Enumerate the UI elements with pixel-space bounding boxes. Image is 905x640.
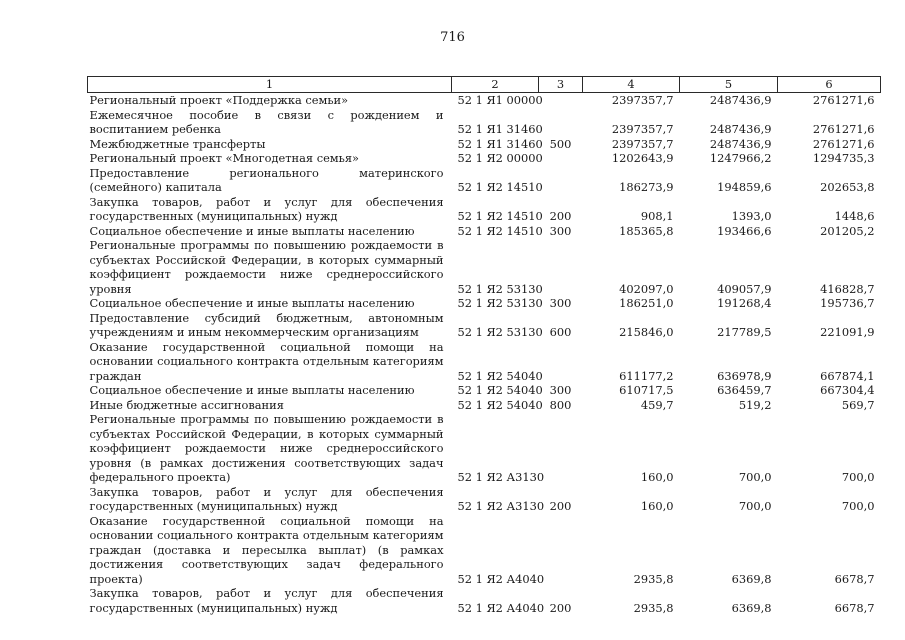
header-col-2: 2 (452, 77, 539, 93)
table-row (88, 238, 881, 296)
row-expense-type: 600 (549, 325, 572, 339)
row-code: 52 1 Я1 31460 (457, 122, 543, 136)
header-col-1: 1 (88, 77, 452, 93)
row-value-year-1: 1202643,9 (611, 151, 674, 165)
row-value-year-3: 416828,7 (820, 281, 875, 296)
row-value-year-3: 2761271,6 (812, 93, 875, 107)
row-expense-type: 200 (549, 499, 572, 513)
row-value-year-2: 193466,6 (717, 223, 772, 238)
row-expense-type: 200 (549, 600, 572, 615)
row-value-year-2: 1247966,2 (709, 151, 772, 165)
row-value-year-3: 1294735,3 (812, 151, 875, 165)
row-value-year-3: 700,0 (841, 499, 875, 513)
table-row (88, 311, 881, 340)
header-col-4: 4 (583, 77, 680, 93)
row-value-year-2: 2487436,9 (709, 136, 772, 151)
row-value-year-1: 459,7 (640, 397, 674, 412)
row-value-year-2: 6369,8 (731, 600, 772, 615)
row-expense-type (539, 93, 583, 108)
row-name: Закупка товаров, работ и услуг для обеспечения государственных (муниципальных) нужд (89, 586, 444, 615)
row-code: 52 1 Я2 14510 (457, 223, 543, 238)
table-header-row (88, 77, 881, 93)
row-name: Социальное обеспечение и иные выплаты населению (89, 296, 415, 310)
row-expense-type (539, 514, 583, 587)
row-code: 52 1 Я2 53130 (457, 281, 543, 296)
row-name: Социальное обеспечение и иные выплаты населению (89, 383, 415, 397)
row-expense-type (539, 238, 583, 296)
row-value-year-1: 2935,8 (633, 571, 674, 586)
table-row (88, 166, 881, 195)
row-code: 52 1 Я2 А3130 (457, 499, 545, 513)
row-code: 52 1 Я1 31460 (457, 136, 543, 151)
row-name: Региональный проект «Поддержка семьи» (89, 93, 349, 107)
row-expense-type: 800 (549, 397, 572, 412)
row-code: 52 1 Я2 00000 (457, 151, 543, 165)
row-expense-type: 300 (549, 223, 572, 238)
row-name: Иные бюджетные ассигнования (89, 397, 284, 412)
row-value-year-2: 700,0 (738, 470, 772, 484)
row-name: Закупка товаров, работ и услуг для обеспечения государственных (муниципальных) нужд (89, 194, 444, 223)
table-row (88, 108, 881, 137)
row-expense-type: 200 (549, 209, 572, 223)
table-row (88, 137, 881, 152)
row-value-year-2: 636978,9 (717, 368, 772, 383)
row-value-year-3: 6678,7 (834, 600, 875, 615)
row-value-year-2: 519,2 (738, 397, 772, 412)
row-value-year-1: 2397357,7 (611, 136, 674, 151)
row-value-year-3: 221091,9 (820, 325, 875, 339)
table-row (88, 485, 881, 514)
row-value-year-3: 195736,7 (820, 296, 875, 310)
row-value-year-1: 611177,2 (619, 368, 674, 383)
row-value-year-3: 2761271,6 (812, 122, 875, 136)
row-value-year-2: 2487436,9 (709, 93, 772, 107)
row-value-year-3: 202653,8 (820, 180, 875, 194)
table-row (88, 412, 881, 485)
row-value-year-3: 201205,2 (820, 223, 875, 238)
row-value-year-2: 700,0 (738, 499, 772, 513)
table-row (88, 398, 881, 413)
row-value-year-1: 908,1 (640, 209, 674, 223)
row-value-year-1: 2397357,7 (611, 122, 674, 136)
row-value-year-2: 1393,0 (731, 209, 772, 223)
row-code: 52 1 Я2 14510 (457, 180, 543, 194)
row-value-year-1: 215846,0 (619, 325, 674, 339)
row-code: 52 1 Я2 14510 (457, 209, 543, 223)
row-value-year-2: 191268,4 (717, 296, 772, 310)
header-col-5: 5 (680, 77, 778, 93)
row-name: Региональный проект «Многодетная семья» (89, 151, 360, 165)
row-code: 52 1 Я2 54040 (457, 397, 543, 412)
row-code: 52 1 Я2 53130 (457, 325, 543, 339)
row-code: 52 1 Я2 А4040 (457, 571, 545, 586)
row-code: 52 1 Я2 А3130 (457, 470, 545, 484)
table-row (88, 586, 881, 615)
row-value-year-1: 186273,9 (619, 180, 674, 194)
table-row (88, 151, 881, 166)
row-code: 52 1 Я2 54040 (457, 368, 543, 383)
row-value-year-3: 6678,7 (834, 571, 875, 586)
row-code: 52 1 Я1 00000 (457, 93, 543, 107)
header-col-6: 6 (778, 77, 881, 93)
row-value-year-3: 700,0 (841, 470, 875, 484)
row-name: Межбюджетные трансферты (89, 136, 266, 151)
row-expense-type (539, 166, 583, 195)
row-value-year-2: 6369,8 (731, 571, 772, 586)
row-expense-type: 300 (549, 383, 572, 397)
row-name: Региональные программы по повышению рождаемости в субъектах Российской Федерации, в которых суммарный коэффициент рождаемости ниже среднероссийского уровня (89, 238, 444, 296)
table-row (88, 383, 881, 398)
row-name: Ежемесячное пособие в связи с рождением и воспитанием ребенка (89, 107, 444, 136)
row-expense-type (539, 151, 583, 166)
row-name: Оказание государственной социальной помощи на основании социального контракта отдельным категориям граждан (89, 339, 444, 383)
table-row (88, 340, 881, 384)
table-row (88, 224, 881, 239)
row-name: Предоставление субсидий бюджетным, автономным учреждениям и иным некоммерческим организациям (89, 310, 444, 339)
row-value-year-3: 569,7 (841, 397, 875, 412)
row-expense-type (539, 340, 583, 384)
row-value-year-2: 194859,6 (717, 180, 772, 194)
row-name: Оказание государственной социальной помощи на основании социального контракта отдельным категориям граждан (доставка и пересылка выплат) (в рамках достижения соответствующих задач федерального проекта) (89, 513, 444, 586)
row-value-year-3: 667304,4 (820, 383, 875, 397)
row-code: 52 1 Я2 54040 (457, 383, 543, 397)
table-row (88, 93, 881, 108)
table-row (88, 514, 881, 587)
row-value-year-1: 185365,8 (619, 223, 674, 238)
row-expense-type (539, 412, 583, 485)
row-value-year-1: 2935,8 (633, 600, 674, 615)
row-value-year-1: 160,0 (640, 499, 674, 513)
budget-table (87, 76, 881, 615)
page-number: 716 (440, 30, 465, 45)
row-value-year-3: 667874,1 (820, 368, 875, 383)
row-expense-type: 300 (549, 296, 572, 310)
row-value-year-1: 186251,0 (619, 296, 674, 310)
table-row (88, 296, 881, 311)
header-col-3: 3 (539, 77, 583, 93)
row-value-year-1: 402097,0 (619, 281, 674, 296)
row-value-year-1: 610717,5 (619, 383, 674, 397)
row-expense-type: 500 (549, 136, 572, 151)
row-value-year-2: 636459,7 (717, 383, 772, 397)
row-value-year-1: 160,0 (640, 470, 674, 484)
row-value-year-3: 1448,6 (834, 209, 875, 223)
row-name: Социальное обеспечение и иные выплаты населению (89, 223, 415, 238)
table-row (88, 195, 881, 224)
row-name: Предоставление регионального материнского (семейного) капитала (89, 165, 444, 194)
row-value-year-1: 2397357,7 (611, 93, 674, 107)
row-value-year-3: 2761271,6 (812, 136, 875, 151)
row-code: 52 1 Я2 53130 (457, 296, 543, 310)
row-name: Региональные программы по повышению рождаемости в субъектах Российской Федерации, в которых суммарный коэффициент рождаемости ниже среднероссийского уровня (в рамках достижения соответствующих задач федерального проекта) (89, 412, 444, 484)
row-value-year-2: 409057,9 (717, 281, 772, 296)
row-code: 52 1 Я2 А4040 (457, 600, 545, 615)
row-expense-type (539, 108, 583, 137)
table-body (88, 93, 881, 616)
row-value-year-2: 217789,5 (717, 325, 772, 339)
row-name: Закупка товаров, работ и услуг для обеспечения государственных (муниципальных) нужд (89, 484, 444, 513)
row-value-year-2: 2487436,9 (709, 122, 772, 136)
